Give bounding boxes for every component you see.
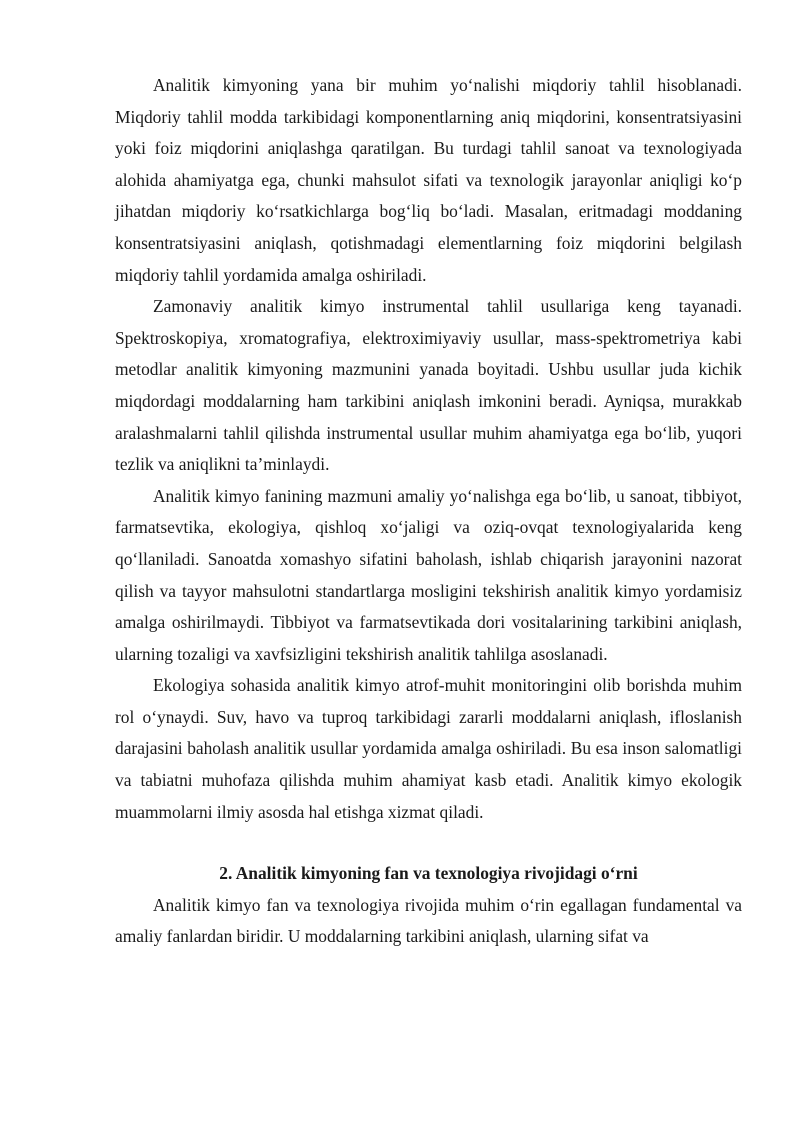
paragraph-quantitative-analysis: Analitik kimyoning yana bir muhim yo‘nalishi miqdoriy tahlil hisoblanadi. Miqdoriy tahlil modda tarkibidagi komponentlarning aniq miqdorini, konsentratsiyasini yoki foiz miqdorini aniqlashga qaratilgan. Bu turdagi tahlil sanoat va texnologiyada alohida ahamiyatga ega, chunki mahsulot sifati va texnologik jarayonlar aniqligi ko‘p jihatdan miqdoriy ko‘rsatkichlarga bog‘liq bo‘ladi. Masalan, eritmadagi moddaning konsentratsiyasini aniqlash, qotishmadagi elementlarning foiz miqdorini belgilash miqdoriy tahlil yordamida amalga oshiriladi. — [115, 75, 742, 285]
paragraph-section-intro: Analitik kimyo fan va texnologiya rivojida muhim o‘rin egallagan fundamental va amaliy fanlardan biridir. U moddalarning tarkibini aniqlash, ularning sifat va — [115, 894, 742, 947]
paragraph-practical-applications: Analitik kimyo fanining mazmuni amaliy yo‘nalishga ega bo‘lib, u sanoat, tibbiyot, farmatsevtika, ekologiya, qishloq xo‘jaligi va oziq-ovqat texnologiyalarida keng qo‘llaniladi. Sanoatda xomashyo sifatini baholash, ishlab chiqarish jarayonini nazorat qilish va tayyor mahsulotni standartlarga mosligini tekshirish analitik kimyo yordamisiz amalga oshirilmaydi. Tibbiyot va farmatsevtikada dori vositalarining tarkibini aniqlash, ularning tozaligi va xavfsizligini tekshirish analitik tahlilga asoslanadi. — [115, 485, 742, 664]
section-heading: 2. Analitik kimyoning fan va texnologiya rivojidagi o‘rni — [219, 863, 638, 884]
paragraph-instrumental-methods: Zamonaviy analitik kimyo instrumental tahlil usullariga keng tayanadi. Spektroskopiya, xromatografiya, elektroximiyaviy usullar, mass-spektrometriya kabi metodlar analitik kimyoning mazmunini yanada boyitadi. Ushbu usullar juda kichik miqdordagi moddalarning ham tarkibini aniqlash imkonini beradi. Ayniqsa, murakkab aralashmalarni tahlil qilishda instrumental usullar muhim ahamiyatga ega bo‘lib, yuqori tezlik va aniqlikni ta’minlaydi. — [115, 296, 742, 475]
paragraph-ecology: Ekologiya sohasida analitik kimyo atrof-muhit monitoringini olib borishda muhim rol o‘ynaydi. Suv, havo va tuproq tarkibidagi zararli moddalarni aniqlash, ifloslanish darajasini baholash analitik usullar yordamida amalga oshiriladi. Bu esa inson salomatligi va tabiatni muhofaza qilishda muhim ahamiyat kasb etadi. Analitik kimyo ekologik muammolarni ilmiy asosda hal etishga xizmat qiladi. — [115, 675, 742, 822]
section-spacer — [115, 828, 742, 858]
